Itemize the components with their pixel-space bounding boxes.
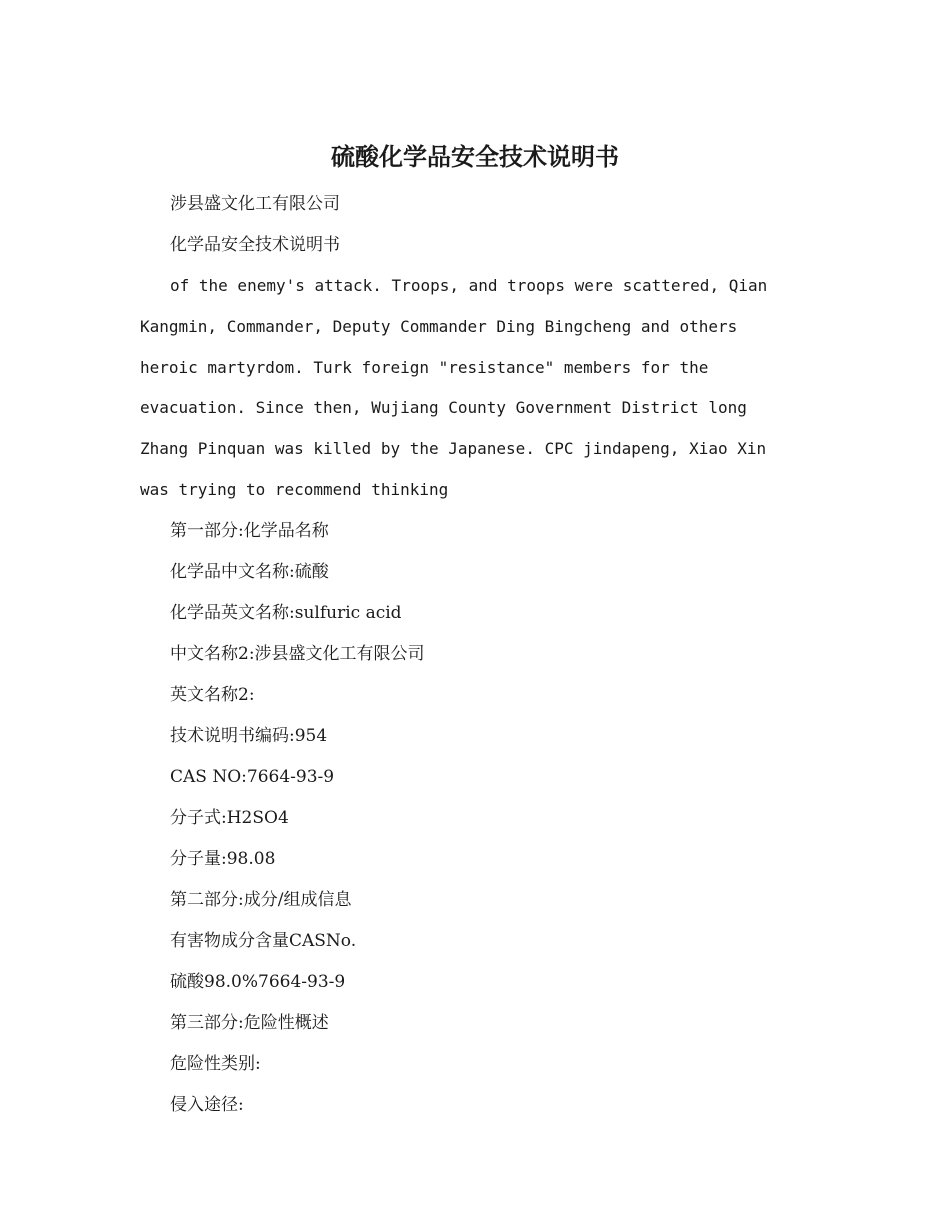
composition-header: 有害物成分含量CASNo. [170,930,357,951]
field-spec-code: 技术说明书编码:954 [170,725,328,746]
section-heading-part-1: 第一部分:化学品名称 [170,520,329,541]
field-chinese-name: 化学品中文名称:硫酸 [170,561,329,582]
field-english-name: 化学品英文名称:sulfuric acid [170,602,402,623]
field-english-name-2: 英文名称2: [170,684,255,705]
company-name: 涉县盛文化工有限公司 [170,194,340,214]
document-body [140,184,810,1126]
body-paragraph: of the enemy's attack. Troops, and troops were scattered, Qian Kangmin, Commander, Deputy Commander Ding Bingcheng and others heroic martyrdom. Turk foreign "resistance" members for the evacuation. Since then, Wujiang County Government District long Zhang Pinquan was killed by the Japanese. CPC jindapeng, Xiao Xin was trying to recommend thinking [140,276,768,499]
field-chinese-name-2: 中文名称2:涉县盛文化工有限公司 [170,643,425,664]
document-type: 化学品安全技术说明书 [170,235,340,255]
field-cas-no: CAS NO:7664-93-9 [170,766,335,787]
field-molecular-formula: 分子式:H2SO4 [170,807,289,828]
composition-row: 硫酸98.0%7664-93-9 [170,971,346,992]
field-molecular-weight: 分子量:98.08 [170,848,276,869]
field-entry-route: 侵入途径: [170,1094,244,1115]
document-title: 硫酸化学品安全技术说明书 [331,142,619,171]
section-heading-part-2: 第二部分:成分/组成信息 [170,889,352,910]
section-heading-part-3: 第三部分:危险性概述 [170,1012,329,1033]
field-hazard-category: 危险性类别: [170,1053,261,1074]
